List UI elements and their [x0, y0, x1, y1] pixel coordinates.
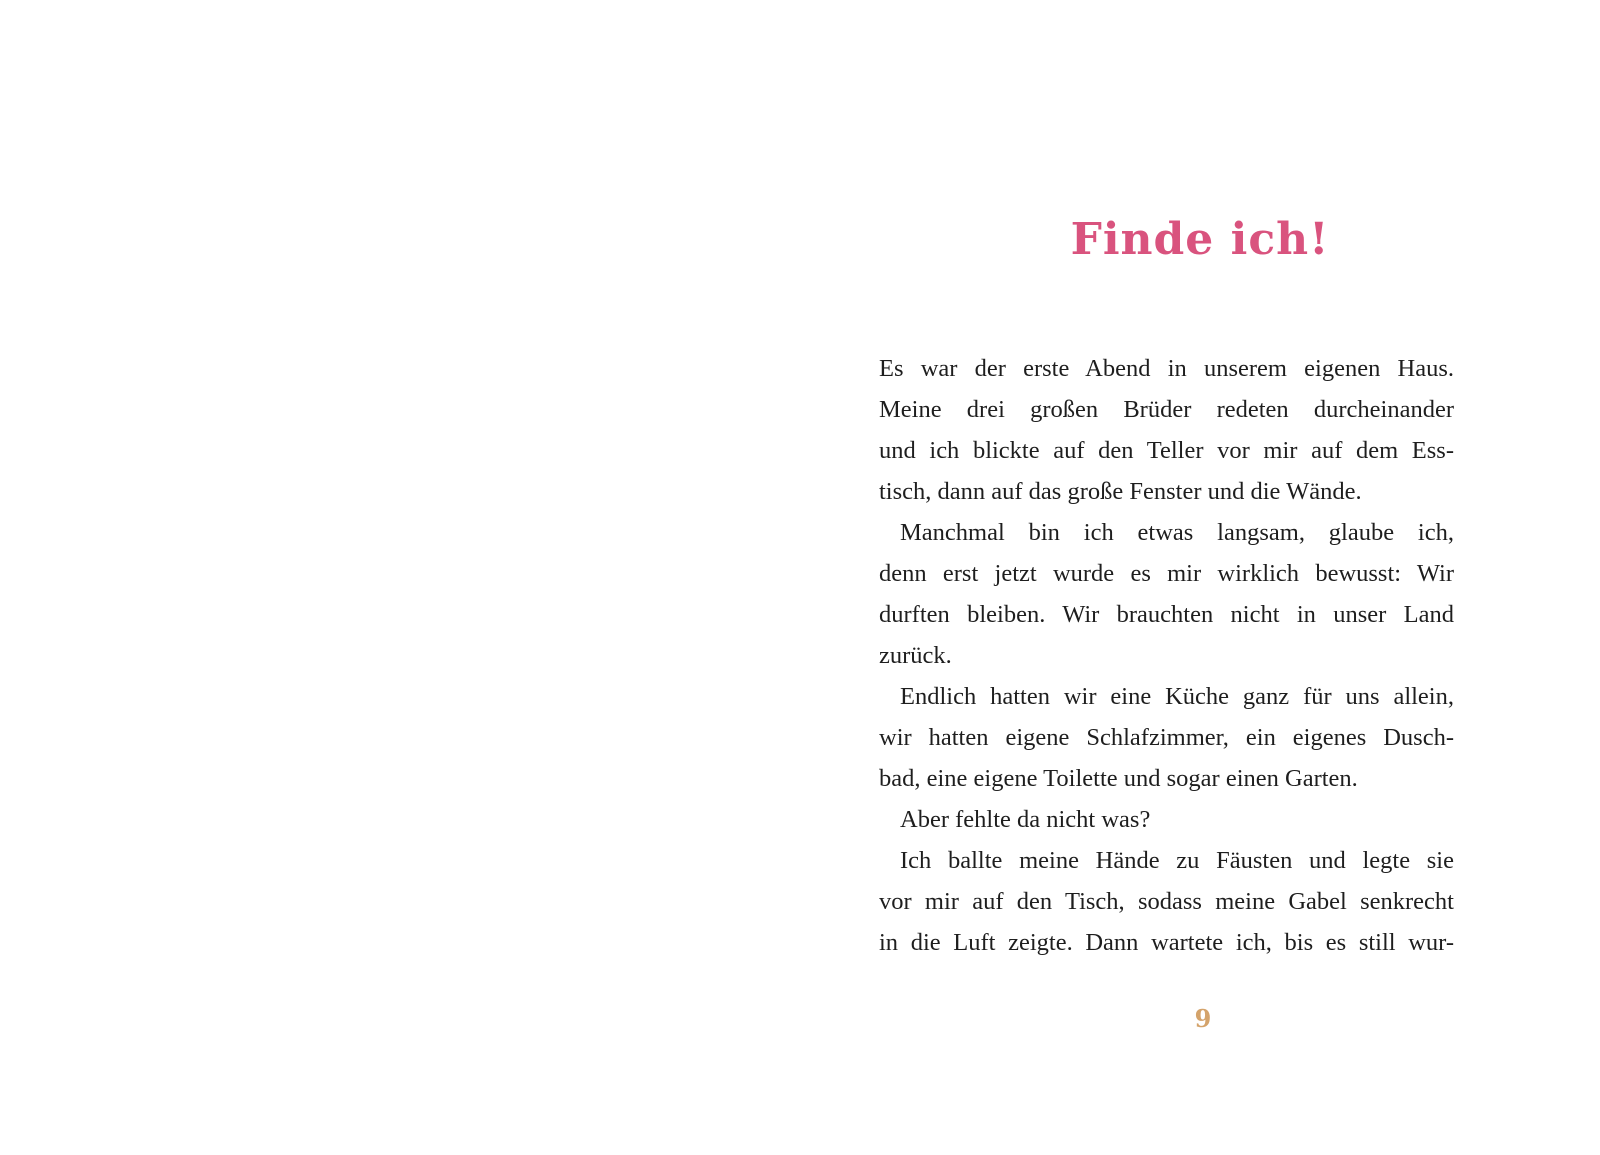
text-line: wir hatten eigene Schlafzimmer, ein eigenes Dusch-: [879, 724, 1454, 751]
text-line: Es war der erste Abend in unserem eigenen Haus.: [879, 355, 1454, 382]
page-number: 9: [1194, 1004, 1212, 1033]
right-page: [800, 0, 1600, 1155]
text-line: zurück.: [879, 642, 952, 669]
text-line: bad, eine eigene Toilette und sogar einen Garten.: [879, 765, 1358, 792]
text-line: Endlich hatten wir eine Küche ganz für uns allein,: [900, 683, 1454, 710]
text-line: Manchmal bin ich etwas langsam, glaube ich,: [900, 519, 1454, 546]
text-line: in die Luft zeigte. Dann wartete ich, bis es still wur-: [879, 929, 1454, 956]
text-line: Aber fehlte da nicht was?: [900, 806, 1151, 833]
text-line: Meine drei großen Brüder redeten durcheinander: [879, 396, 1454, 423]
body-text: [879, 348, 1454, 963]
text-line: tisch, dann auf das große Fenster und die Wände.: [879, 478, 1362, 505]
text-line: Ich ballte meine Hände zu Fäusten und legte sie: [900, 847, 1454, 874]
text-line: denn erst jetzt wurde es mir wirklich bewusst: Wir: [879, 560, 1454, 587]
chapter-title: Finde ich!: [1070, 214, 1330, 265]
text-line: durften bleiben. Wir brauchten nicht in unser Land: [879, 601, 1454, 628]
text-line: vor mir auf den Tisch, sodass meine Gabel senkrecht: [879, 888, 1454, 915]
text-line: und ich blickte auf den Teller vor mir auf dem Ess-: [879, 437, 1454, 464]
